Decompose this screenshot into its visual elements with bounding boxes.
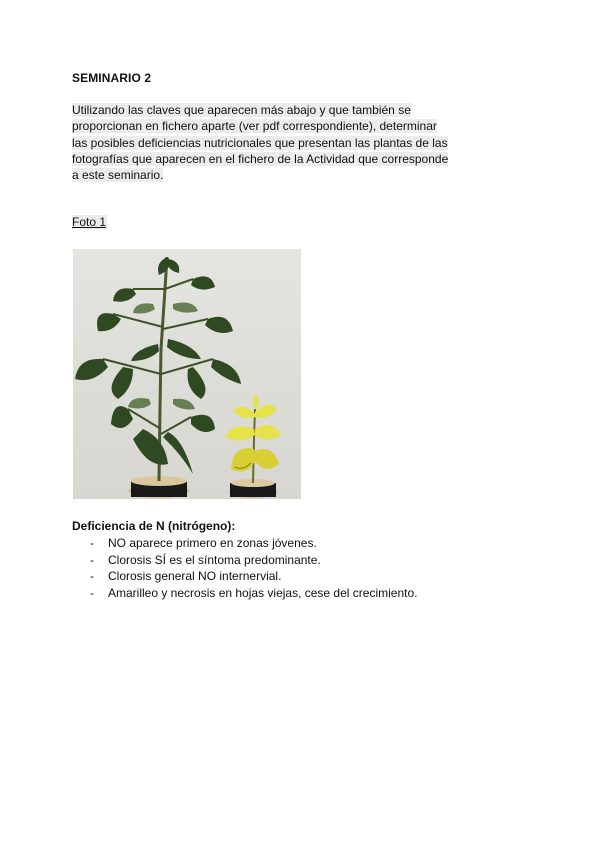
deficiency-title: Deficiencia de N (nitrógeno):: [72, 519, 236, 533]
intro-line: fotografías que aparecen en el fichero de la Actividad que corresponde: [72, 151, 449, 166]
list-item: - Clorosis general NO internervial.: [90, 569, 282, 583]
plant-photo: [73, 249, 301, 499]
bullet-dash: -: [90, 536, 94, 550]
photo-caption: Foto 1: [72, 215, 107, 229]
intro-line: proporcionan en fichero aparte (ver pdf correspondiente), determinar: [72, 119, 437, 134]
intro-line: Utilizando las claves que aparecen más abajo y que también se: [72, 103, 411, 117]
document-title: SEMINARIO 2: [72, 71, 152, 85]
intro-line: las posibles deficiencias nutricionales que presentan las plantas de las: [72, 135, 448, 150]
intro-line: a este seminario.: [72, 168, 164, 183]
bullet-dash: -: [90, 585, 94, 600]
intro-paragraph: [72, 102, 462, 183]
list-item: - Amarilleo y necrosis en hojas viejas, cese del crecimiento.: [90, 585, 418, 600]
plant-photo-illustration: [73, 249, 301, 499]
bullet-dash: -: [90, 569, 94, 583]
bullet-dash: -: [90, 552, 94, 567]
list-item: - Clorosis SÍ es el síntoma predominante.: [90, 552, 321, 567]
deficiency-list: [90, 535, 417, 601]
list-item: - NO aparece primero en zonas jóvenes.: [90, 536, 317, 550]
